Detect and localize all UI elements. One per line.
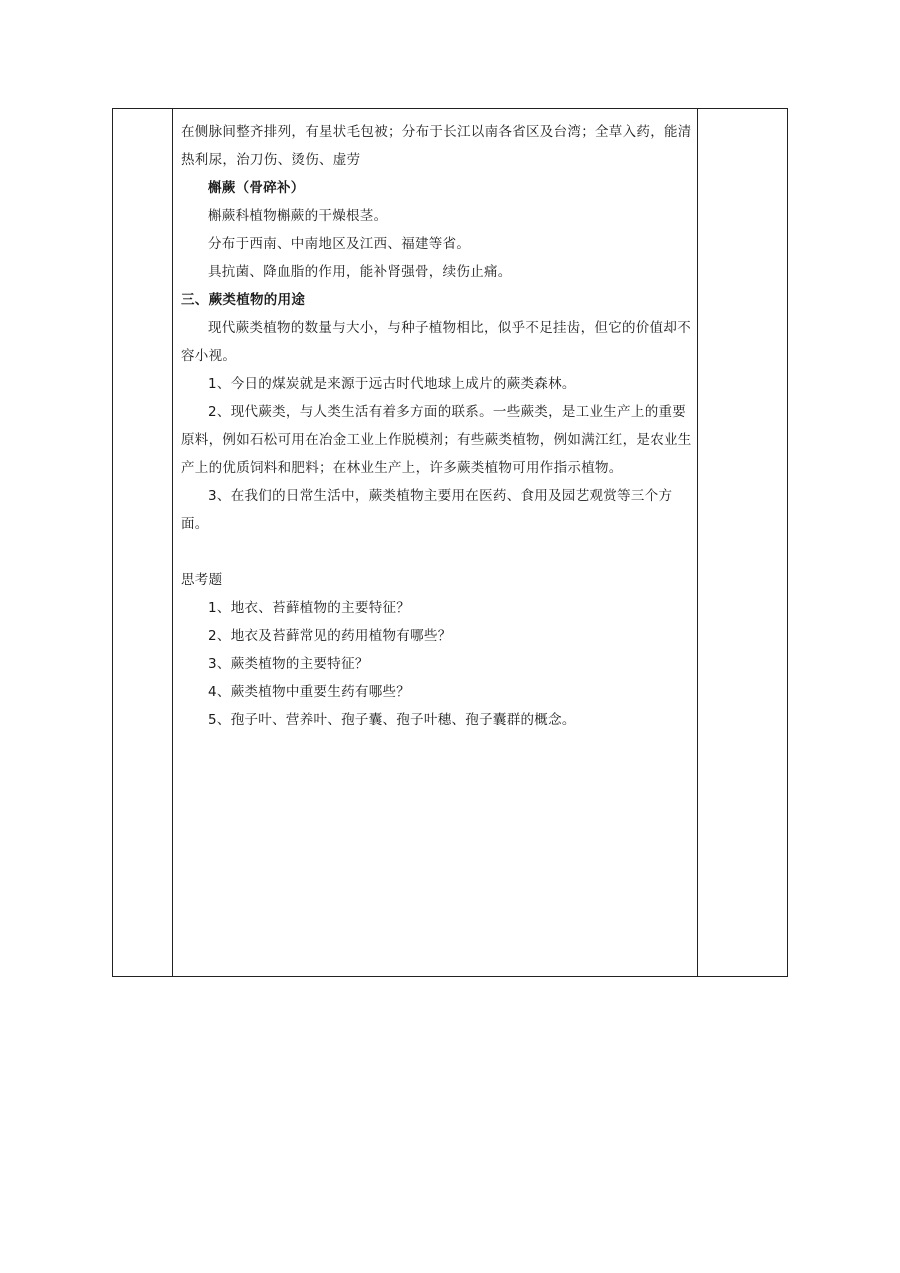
heading-husu: 槲蕨（骨碎补） xyxy=(208,180,305,196)
heading-section-uses: 三、蕨类植物的用途 xyxy=(181,292,306,308)
table-column-divider-left xyxy=(172,109,173,976)
paragraph-use-daily: 3、在我们的日常生活中，蕨类植物主要用在医药、食用及园艺观赏等三个方面。 xyxy=(181,488,673,532)
spacer xyxy=(181,538,693,566)
question-item: 3、蕨类植物的主要特征？ xyxy=(208,656,369,672)
question-item: 5、孢子叶、营养叶、孢子囊、孢子叶穗、孢子囊群的概念。 xyxy=(208,712,576,728)
question-item: 1、地衣、苔藓植物的主要特征？ xyxy=(208,600,411,616)
paragraph-husu-effect: 具抗菌、降血脂的作用，能补肾强骨，续伤止痛。 xyxy=(208,264,512,280)
paragraph-husu-source: 槲蕨科植物槲蕨的干燥根茎。 xyxy=(208,208,388,224)
lesson-table xyxy=(112,108,788,977)
paragraph-uses-intro: 现代蕨类植物的数量与大小，与种子植物相比，似乎不足挂齿，但它的价值却不容小视。 xyxy=(181,320,691,364)
lesson-content-cell xyxy=(181,118,693,734)
paragraph-fern-description: 在侧脉间整齐排列，有星状毛包被；分布于长江以南各省区及台湾；全草入药，能清热利尿，治刀伤、烫伤、虚劳 xyxy=(181,124,692,168)
question-item: 2、地衣及苔藓常见的药用植物有哪些？ xyxy=(208,628,452,644)
paragraph-use-coal: 1、今日的煤炭就是来源于远古时代地球上成片的蕨类森林。 xyxy=(208,376,576,392)
questions-title: 思考题 xyxy=(181,572,223,588)
table-column-divider-right xyxy=(697,109,698,976)
paragraph-use-industry: 2、现代蕨类，与人类生活有着多方面的联系。一些蕨类，是工业生产上的重要原料，例如石松可用在冶金工业上作脱模剂；有些蕨类植物，例如满江红，是农业生产上的优质饲料和肥料；在林业生产上，许多蕨类植物可用作指示植物。 xyxy=(181,404,692,476)
paragraph-husu-distribution: 分布于西南、中南地区及江西、福建等省。 xyxy=(208,236,471,252)
question-item: 4、蕨类植物中重要生药有哪些？ xyxy=(208,684,411,700)
